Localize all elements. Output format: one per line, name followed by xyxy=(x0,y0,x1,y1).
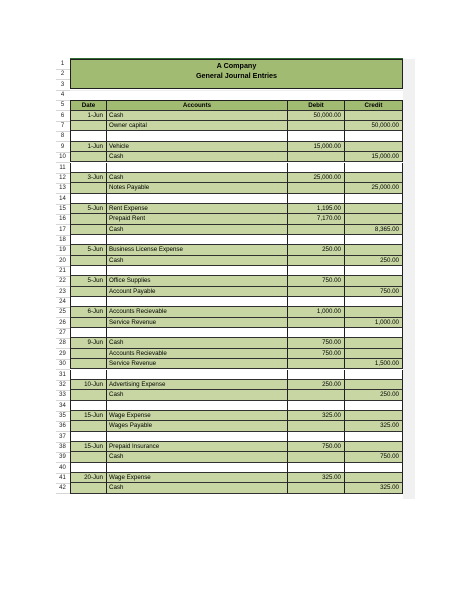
account-cell[interactable]: Account Payable xyxy=(106,287,287,297)
row-number[interactable]: 24 xyxy=(59,299,66,306)
account-cell[interactable]: Prepaid Insurance xyxy=(106,442,287,452)
column-shade xyxy=(403,59,415,499)
credit-cell[interactable] xyxy=(344,307,403,317)
account-cell[interactable]: Prepaid Rent xyxy=(106,214,287,224)
header-accounts[interactable]: Accounts xyxy=(106,100,287,110)
row-number[interactable]: 41 xyxy=(59,475,66,481)
company-name: A Company xyxy=(216,61,257,70)
debit-cell[interactable]: 7,170.00 xyxy=(287,214,344,224)
date-cell[interactable] xyxy=(70,214,106,224)
row-number[interactable]: 6 xyxy=(60,112,65,119)
account-cell[interactable]: Service Revenue xyxy=(106,359,287,369)
row-number[interactable]: 13 xyxy=(59,185,66,192)
account-cell[interactable] xyxy=(106,194,287,204)
credit-cell[interactable] xyxy=(344,380,403,390)
date-cell[interactable] xyxy=(70,225,106,235)
credit-cell[interactable] xyxy=(344,111,403,121)
account-cell[interactable]: Wages Payable xyxy=(106,421,287,431)
account-cell[interactable]: Cash xyxy=(106,483,287,493)
date-cell[interactable] xyxy=(70,121,106,131)
date-cell[interactable] xyxy=(70,235,106,245)
debit-cell[interactable] xyxy=(287,432,344,442)
credit-cell[interactable]: 750.00 xyxy=(344,452,403,462)
credit-cell[interactable] xyxy=(344,297,403,307)
debit-cell[interactable]: 750.00 xyxy=(287,276,344,286)
date-cell[interactable]: 15-Jun xyxy=(70,442,106,452)
debit-cell[interactable] xyxy=(287,452,344,462)
row-number[interactable]: 18 xyxy=(59,236,66,243)
row-number[interactable]: 8 xyxy=(60,133,65,140)
account-cell[interactable]: Service Revenue xyxy=(106,318,287,328)
date-cell[interactable] xyxy=(70,297,106,307)
debit-cell[interactable]: 25,000.00 xyxy=(287,173,344,183)
credit-cell[interactable] xyxy=(344,194,403,204)
date-cell[interactable] xyxy=(70,256,106,266)
debit-cell[interactable] xyxy=(287,328,344,338)
account-cell[interactable]: Cash xyxy=(106,452,287,462)
debit-cell[interactable] xyxy=(287,235,344,245)
credit-cell[interactable] xyxy=(344,204,403,214)
debit-cell[interactable] xyxy=(287,297,344,307)
debit-cell[interactable] xyxy=(287,287,344,297)
row-number[interactable]: 11 xyxy=(59,164,66,171)
row-number[interactable]: 19 xyxy=(59,247,66,254)
date-cell[interactable] xyxy=(70,452,106,462)
credit-cell[interactable] xyxy=(344,338,403,348)
debit-cell[interactable]: 750.00 xyxy=(287,338,344,348)
date-cell[interactable]: 5-Jun xyxy=(70,204,106,214)
account-cell[interactable] xyxy=(106,432,287,442)
date-cell[interactable] xyxy=(70,287,106,297)
credit-cell[interactable]: 50,000.00 xyxy=(344,121,403,131)
date-cell[interactable] xyxy=(70,131,106,141)
column-header[interactable] xyxy=(344,52,403,59)
account-cell[interactable] xyxy=(106,163,287,173)
credit-cell[interactable] xyxy=(344,401,403,411)
row-separator xyxy=(56,493,70,494)
date-cell[interactable] xyxy=(70,163,106,173)
date-cell[interactable]: 1-Jun xyxy=(70,142,106,152)
debit-cell[interactable]: 325.00 xyxy=(287,411,344,421)
date-cell[interactable] xyxy=(70,349,106,359)
account-cell[interactable] xyxy=(106,328,287,338)
date-cell[interactable] xyxy=(70,421,106,431)
row-number[interactable]: 27 xyxy=(59,330,66,337)
credit-cell[interactable]: 1,000.00 xyxy=(344,318,403,328)
credit-cell[interactable] xyxy=(344,349,403,359)
date-cell[interactable]: 20-Jun xyxy=(70,473,106,483)
date-cell[interactable] xyxy=(70,370,106,380)
debit-cell[interactable]: 750.00 xyxy=(287,442,344,452)
row-number[interactable]: 36 xyxy=(59,423,66,430)
date-cell[interactable]: 9-Jun xyxy=(70,338,106,348)
account-cell[interactable]: Wage Expense xyxy=(106,411,287,421)
account-cell[interactable] xyxy=(106,401,287,411)
date-cell[interactable] xyxy=(70,318,106,328)
debit-cell[interactable]: 50,000.00 xyxy=(287,111,344,121)
column-header[interactable] xyxy=(106,52,287,59)
column-header[interactable] xyxy=(287,52,344,59)
debit-cell[interactable] xyxy=(287,194,344,204)
debit-cell[interactable] xyxy=(287,483,344,493)
date-cell[interactable]: 5-Jun xyxy=(70,245,106,255)
credit-cell[interactable] xyxy=(344,214,403,224)
row-number[interactable]: 31 xyxy=(59,371,66,378)
row-number[interactable]: 17 xyxy=(59,226,66,233)
debit-cell[interactable] xyxy=(287,318,344,328)
credit-cell[interactable] xyxy=(344,328,403,338)
credit-cell[interactable] xyxy=(344,370,403,380)
credit-cell[interactable] xyxy=(344,163,403,173)
credit-cell[interactable]: 25,000.00 xyxy=(344,183,403,193)
account-cell[interactable] xyxy=(106,297,287,307)
date-cell[interactable] xyxy=(70,432,106,442)
date-cell[interactable]: 3-Jun xyxy=(70,173,106,183)
row-number[interactable]: 35 xyxy=(59,412,66,419)
date-cell[interactable] xyxy=(70,401,106,411)
debit-cell[interactable] xyxy=(287,131,344,141)
account-cell[interactable] xyxy=(106,235,287,245)
account-cell[interactable]: Advertising Expense xyxy=(106,380,287,390)
account-cell[interactable]: Accounts Recievable xyxy=(106,307,287,317)
row-number[interactable]: 32 xyxy=(59,381,66,388)
credit-cell[interactable] xyxy=(344,473,403,483)
account-cell[interactable]: Wage Expense xyxy=(106,473,287,483)
credit-cell[interactable] xyxy=(344,442,403,452)
account-cell[interactable] xyxy=(106,266,287,276)
credit-cell[interactable] xyxy=(344,266,403,276)
debit-cell[interactable] xyxy=(287,152,344,162)
credit-cell[interactable]: 8,365.00 xyxy=(344,225,403,235)
date-cell[interactable]: 1-Jun xyxy=(70,111,106,121)
row-number[interactable]: 10 xyxy=(59,154,66,161)
date-cell[interactable]: 5-Jun xyxy=(70,276,106,286)
account-cell[interactable]: Owner capital xyxy=(106,121,287,131)
account-cell[interactable]: Cash xyxy=(106,173,287,183)
row-number[interactable]: 29 xyxy=(59,350,66,357)
row-number[interactable]: 28 xyxy=(59,340,66,347)
account-cell[interactable] xyxy=(106,370,287,380)
account-cell[interactable]: Cash xyxy=(106,111,287,121)
date-cell[interactable] xyxy=(70,463,106,473)
date-cell[interactable] xyxy=(70,194,106,204)
debit-cell[interactable]: 1,000.00 xyxy=(287,307,344,317)
row-number[interactable]: 15 xyxy=(59,205,66,212)
credit-cell[interactable] xyxy=(344,131,403,141)
gridline xyxy=(70,90,403,91)
debit-cell[interactable]: 15,000.00 xyxy=(287,142,344,152)
row-number[interactable]: 9 xyxy=(60,143,65,150)
row-number[interactable]: 25 xyxy=(59,309,66,316)
row-number[interactable]: 4 xyxy=(60,92,65,99)
row-number[interactable]: 30 xyxy=(59,361,66,368)
account-cell[interactable]: Notes Payable xyxy=(106,183,287,193)
debit-cell[interactable] xyxy=(287,463,344,473)
credit-cell[interactable] xyxy=(344,463,403,473)
debit-cell[interactable] xyxy=(287,359,344,369)
debit-cell[interactable] xyxy=(287,421,344,431)
row-number[interactable]: 40 xyxy=(59,464,66,471)
account-cell[interactable]: Rent Expense xyxy=(106,204,287,214)
account-cell[interactable]: Cash xyxy=(106,152,287,162)
account-cell[interactable]: Cash xyxy=(106,390,287,400)
debit-cell[interactable] xyxy=(287,163,344,173)
row-number[interactable]: 1 xyxy=(60,61,65,67)
credit-cell[interactable]: 15,000.00 xyxy=(344,152,403,162)
debit-cell[interactable] xyxy=(287,256,344,266)
date-cell[interactable] xyxy=(70,152,106,162)
account-cell[interactable]: Accounts Recievable xyxy=(106,349,287,359)
credit-cell[interactable] xyxy=(344,235,403,245)
credit-cell[interactable] xyxy=(344,173,403,183)
date-cell[interactable] xyxy=(70,328,106,338)
credit-cell[interactable]: 1,500.00 xyxy=(344,359,403,369)
row-number[interactable]: 23 xyxy=(59,288,66,295)
debit-cell[interactable] xyxy=(287,401,344,411)
row-number[interactable]: 42 xyxy=(59,485,66,492)
row-number[interactable]: 22 xyxy=(59,278,66,285)
account-cell[interactable] xyxy=(106,131,287,141)
row-number[interactable]: 21 xyxy=(59,268,66,274)
date-cell[interactable] xyxy=(70,183,106,193)
account-cell[interactable]: Business License Expense xyxy=(106,245,287,255)
debit-cell[interactable]: 250.00 xyxy=(287,380,344,390)
row-number[interactable]: 12 xyxy=(59,174,66,181)
account-cell[interactable]: Cash xyxy=(106,256,287,266)
account-cell[interactable]: Vehicle xyxy=(106,142,287,152)
credit-cell[interactable] xyxy=(344,411,403,421)
credit-cell[interactable] xyxy=(344,432,403,442)
account-cell[interactable]: Office Supplies xyxy=(106,276,287,286)
row-number[interactable]: 14 xyxy=(59,195,66,202)
column-header[interactable] xyxy=(70,52,106,59)
row-number[interactable]: 34 xyxy=(59,402,66,409)
debit-cell[interactable] xyxy=(287,370,344,380)
date-cell[interactable]: 6-Jun xyxy=(70,307,106,317)
row-number[interactable]: 2 xyxy=(60,71,65,78)
date-cell[interactable] xyxy=(70,390,106,400)
date-cell[interactable] xyxy=(70,266,106,276)
row-number[interactable]: 37 xyxy=(59,433,66,440)
credit-cell[interactable] xyxy=(344,245,403,255)
credit-cell[interactable]: 325.00 xyxy=(344,483,403,493)
date-cell[interactable] xyxy=(70,483,106,493)
debit-cell[interactable] xyxy=(287,266,344,276)
account-cell[interactable] xyxy=(106,463,287,473)
header-credit[interactable]: Credit xyxy=(344,100,403,110)
debit-cell[interactable] xyxy=(287,183,344,193)
date-cell[interactable]: 15-Jun xyxy=(70,411,106,421)
sheet-title: General Journal Entries xyxy=(195,71,278,80)
row-number[interactable]: 33 xyxy=(59,392,66,399)
debit-cell[interactable]: 1,195.00 xyxy=(287,204,344,214)
account-cell[interactable]: Cash xyxy=(106,225,287,235)
row-number[interactable]: 16 xyxy=(59,216,66,223)
row-number[interactable]: 5 xyxy=(60,102,65,109)
debit-cell[interactable]: 750.00 xyxy=(287,349,344,359)
row-number[interactable]: 38 xyxy=(59,443,66,450)
debit-cell[interactable]: 250.00 xyxy=(287,245,344,255)
debit-cell[interactable]: 325.00 xyxy=(287,473,344,483)
debit-cell[interactable] xyxy=(287,121,344,131)
credit-cell[interactable]: 250.00 xyxy=(344,390,403,400)
header-date[interactable]: Date xyxy=(70,100,106,110)
credit-cell[interactable]: 250.00 xyxy=(344,256,403,266)
credit-cell[interactable] xyxy=(344,142,403,152)
date-cell[interactable]: 10-Jun xyxy=(70,380,106,390)
row-number[interactable]: 26 xyxy=(59,319,66,326)
credit-cell[interactable]: 325.00 xyxy=(344,421,403,431)
header-debit[interactable]: Debit xyxy=(287,100,344,110)
debit-cell[interactable] xyxy=(287,225,344,235)
debit-cell[interactable] xyxy=(287,390,344,400)
account-cell[interactable]: Cash xyxy=(106,338,287,348)
row-number[interactable]: 3 xyxy=(60,81,65,88)
credit-cell[interactable] xyxy=(344,276,403,286)
date-cell[interactable] xyxy=(70,359,106,369)
credit-cell[interactable]: 750.00 xyxy=(344,287,403,297)
row-number[interactable]: 20 xyxy=(59,257,66,264)
row-number[interactable]: 7 xyxy=(60,123,65,130)
row-number[interactable]: 39 xyxy=(59,454,66,461)
